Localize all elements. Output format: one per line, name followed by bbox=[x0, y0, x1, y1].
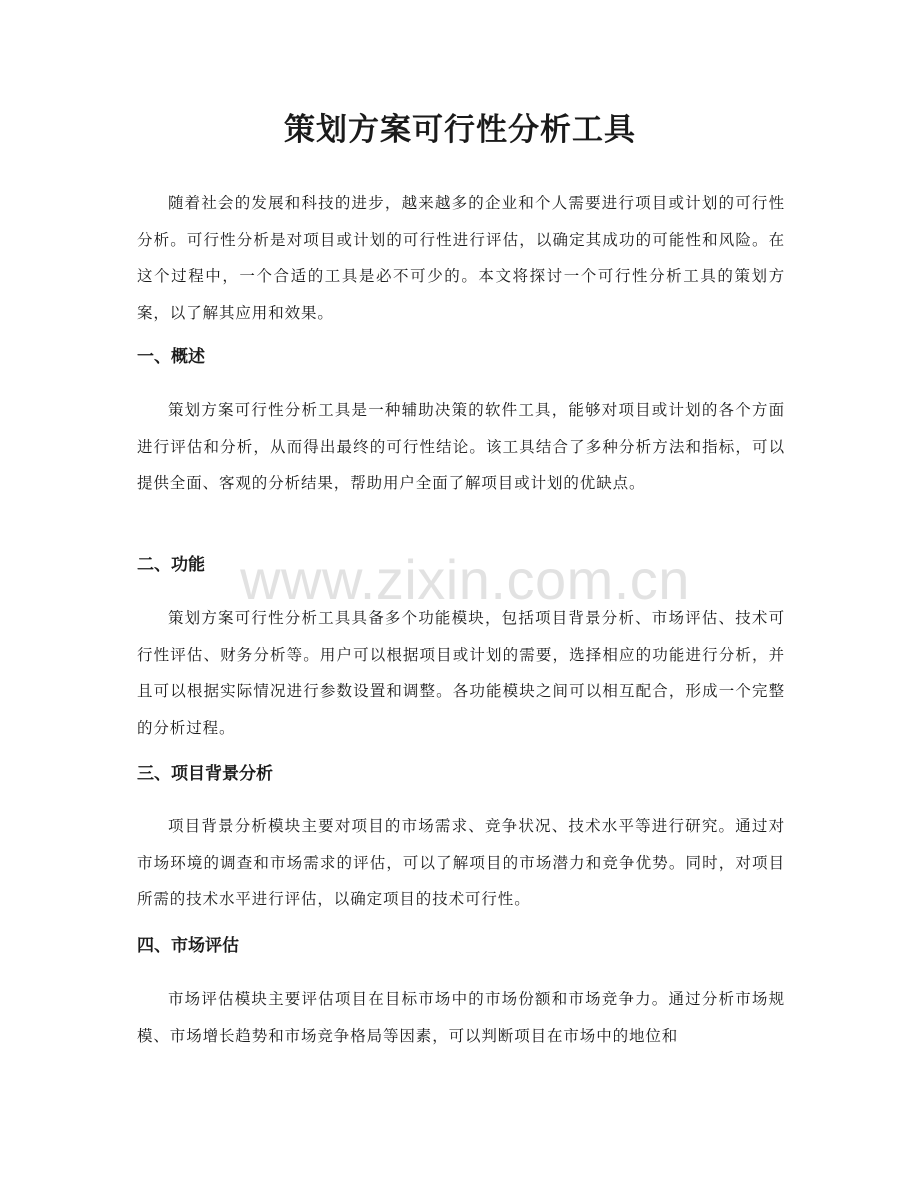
section-body-market-assessment: 市场评估模块主要评估项目在目标市场中的市场份额和市场竞争力。通过分析市场规模、市场增长趋势和市场竞争格局等因素，可以判断项目在市场中的地位和 bbox=[137, 990, 785, 1045]
section-heading-project-background: 三、项目背景分析 bbox=[137, 764, 273, 784]
section-heading-features: 二、功能 bbox=[137, 555, 205, 575]
section-heading-market-assessment: 四、市场评估 bbox=[137, 936, 239, 956]
section-body-overview: 策划方案可行性分析工具是一种辅助决策的软件工具，能够对项目或计划的各个方面进行评估和分析，从而得出最终的可行性结论。该工具结合了多种分析方法和指标，可以提供全面、客观的分析结果，帮助用户全面了解项目或计划的优缺点。 bbox=[137, 401, 785, 493]
intro-paragraph: 随着社会的发展和科技的进步，越来越多的企业和个人需要进行项目或计划的可行性分析。可行性分析是对项目或计划的可行性进行评估，以确定其成功的可能性和风险。在这个过程中，一个合适的工具是必不可少的。本文将探讨一个可行性分析工具的策划方案，以了解其应用和效果。 bbox=[137, 194, 785, 323]
watermark-text: www.zixin.com.cn bbox=[240, 548, 690, 611]
section-heading-overview: 一、概述 bbox=[137, 347, 205, 367]
section-body-project-background: 项目背景分析模块主要对项目的市场需求、竞争状况、技术水平等进行研究。通过对市场环境的调查和市场需求的评估，可以了解项目的市场潜力和竞争优势。同时，对项目所需的技术水平进行评估，以确定项目的技术可行性。 bbox=[137, 817, 785, 909]
section-body-features: 策划方案可行性分析工具具备多个功能模块，包括项目背景分析、市场评估、技术可行性评估、财务分析等。用户可以根据项目或计划的需要，选择相应的功能进行分析，并且可以根据实际情况进行参数设置和调整。各功能模块之间可以相互配合，形成一个完整的分析过程。 bbox=[137, 609, 785, 738]
document-title: 策划方案可行性分析工具 bbox=[284, 112, 636, 148]
